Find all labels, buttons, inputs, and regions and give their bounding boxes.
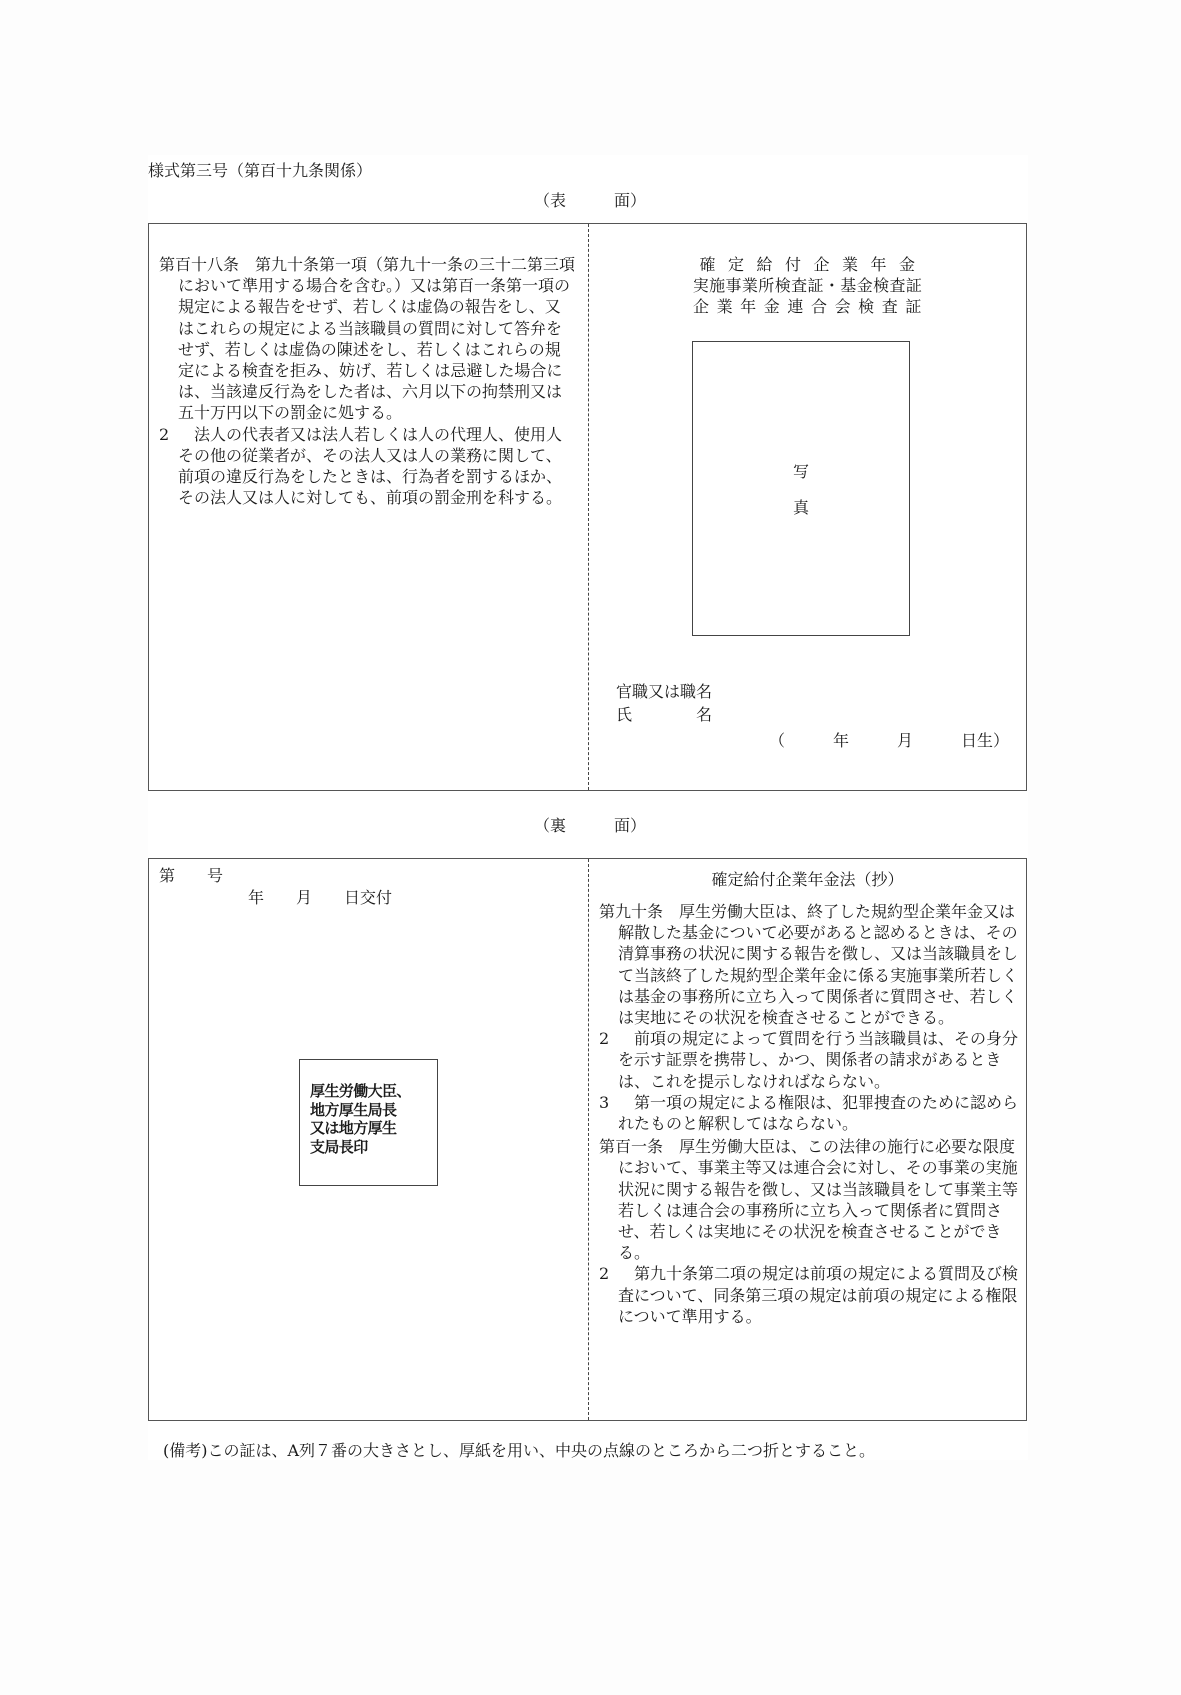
- certificate-title-line-3: 企業年金連合会検査証: [692, 297, 929, 316]
- paragraph-number: 2: [159, 424, 170, 444]
- photo-box: [692, 341, 910, 636]
- card-back: [148, 858, 1027, 1421]
- seal-line-3: 又は地方厚生: [310, 1119, 397, 1137]
- back-right-pane: [589, 859, 1026, 1420]
- photo-label: [693, 454, 909, 526]
- issue-date-label: 年 月 日交付: [248, 888, 393, 907]
- paragraph-number: 2: [599, 1264, 610, 1284]
- front-side-label: （表 面）: [534, 191, 647, 210]
- paragraph-text: 前項の規定によって質問を行う当該職員は、その身分を示す証票を携帯し、かつ、関係者の請求があるときは、これを提示しなければならない。: [618, 1029, 1019, 1091]
- paragraph-number: 3: [599, 1092, 610, 1112]
- paragraph-text: 第一項の規定による権限は、犯罪捜査のために認められたものと解釈してはならない。: [618, 1092, 1019, 1134]
- remarks-note: (備考)この証は、A列７番の大きさとし、厚紙を用い、中央の点線のところから二つ折とすること。: [163, 1441, 876, 1460]
- article-101-paragraph-2: [599, 1263, 1019, 1327]
- article-101-paragraph-1: 第百一条 厚生労働大臣は、この法律の施行に必要な限度において、事業主等又は連合会に対し、その事業の実施状況に関する報告を徴し、又は当該職員をして事業主等若しくは連合会の事務所に立ち入って関係者に質問させ、若しくは実地にその状況を検査させることができる。: [599, 1137, 1019, 1263]
- article-101: [599, 1136, 1019, 1327]
- penalty-provisions: [159, 254, 575, 508]
- form-number: 様式第三号（第百十九条関係）: [148, 161, 373, 180]
- name-label: 氏 名: [616, 705, 713, 724]
- article-118-paragraph-2: [159, 424, 575, 509]
- law-excerpt-heading: 確定給付企業年金法（抄）: [711, 870, 904, 889]
- official-seal-box: [299, 1059, 438, 1186]
- article-90-paragraph-3: [599, 1092, 1019, 1134]
- photo-label-char-2: 真: [792, 498, 809, 517]
- law-excerpt: [599, 901, 1019, 1327]
- certificate-number-label: 第 号: [159, 866, 224, 885]
- article-118: 第百十八条 第九十条第一項（第九十一条の三十二第三項において準用する場合を含む。）又は第百一条第一項の規定による報告をせず、若しくは虚偽の報告をし、又はこれらの規定による当該職員の質問に対して答弁をせず、若しくは虚偽の陳述をし、若しくはこれらの規定による検査を拒み、妨げ、若しくは忌避した場合には、当該違反行為をした者は、六月以下の拘禁刑又は五十万円以下の罰金に処する。: [159, 255, 576, 423]
- front-right-pane: [589, 224, 1026, 790]
- article-90-paragraph-1: 第九十条 厚生労働大臣は、終了した規約型企業年金又は解散した基金について必要があると認めるときは、その清算事務の状況に関する報告を徴し、又は当該職員をして当該終了した規約型企業年金に係る実施事業所若しくは基金の事務所に立ち入って関係者に質問させ、若しくは実地にその状況を検査させることができる。: [599, 902, 1019, 1028]
- front-left-pane: [149, 224, 588, 790]
- certificate-title: [589, 254, 1026, 317]
- seal-line-1: 厚生労働大臣、: [310, 1082, 411, 1100]
- back-side-label: （裏 面）: [534, 816, 647, 835]
- position-label: 官職又は職名: [616, 682, 713, 701]
- seal-line-4: 支局長印: [310, 1137, 368, 1156]
- photo-label-char-1: 写: [792, 462, 809, 481]
- paragraph-text: 第九十条第二項の規定は前項の規定による質問及び検査について、同条第三項の規定は前項の規定による権限について準用する。: [618, 1264, 1019, 1326]
- paragraph-text: 法人の代表者又は法人若しくは人の代理人、使用人その他の従業者が、その法人又は人の業務に関して、前項の違反行為をしたときは、行為者を罰するほか、その法人又は人に対しても、前項の罰金刑を科する。: [178, 424, 563, 508]
- article-90: [599, 901, 1019, 1134]
- holder-info: [616, 680, 712, 726]
- card-front: [148, 223, 1027, 791]
- certificate-title-line-1: 確定給付企業年金: [699, 255, 928, 274]
- back-left-pane: [149, 859, 588, 1420]
- birth-date-field: （ 年 月 日生）: [769, 731, 1010, 750]
- certificate-title-line-2: 実施事業所検査証・基金検査証: [692, 276, 923, 295]
- seal-line-2: 地方厚生局長: [310, 1100, 397, 1119]
- article-90-paragraph-2: [599, 1028, 1019, 1092]
- paragraph-number: 2: [599, 1029, 610, 1049]
